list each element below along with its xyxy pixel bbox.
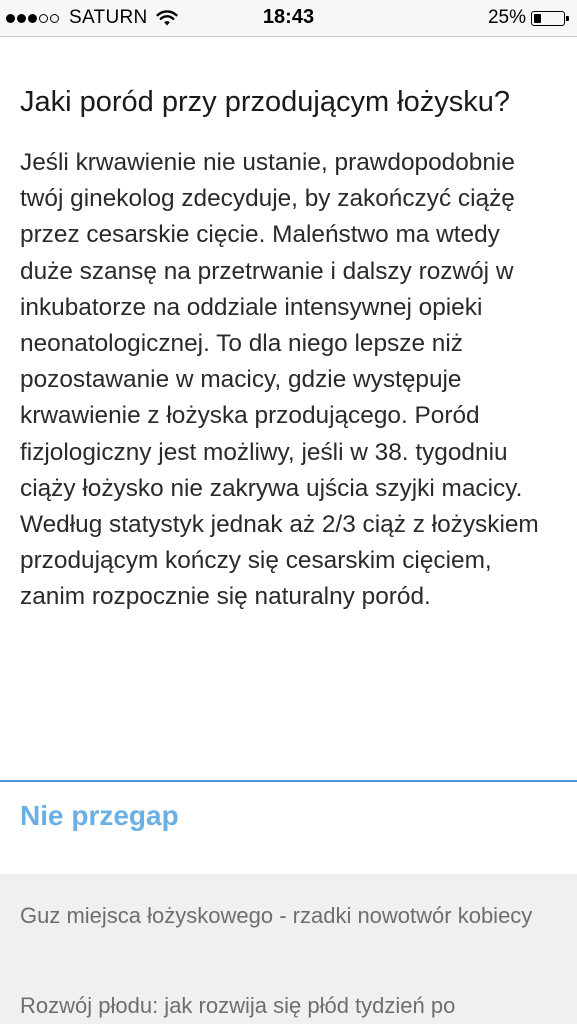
battery-nub (566, 16, 569, 21)
battery-percentage: 25% (487, 7, 526, 28)
article-body: Jeśli krwawienie nie ustanie, prawdopodobnie twój ginekolog zdecyduje, by zakończyć ciążę przez cesarskie cięcie. Maleństwo ma wtedy duże szansę na przetrwanie i dalszy rozwój w inkubatorze na oddziale intensywnej opieki neonatologicznej. To dla niego lepsze niż pozostawanie w macicy, gdzie występuje krwawienie z łożyska przodującego. Poród fizjologiczny jest możliwy, jeśli w 38. tygodniu ciąży łożysko nie zakrywa ujścia szyjki macicy. Według statystyk jednak aż 2/3 ciąż z łożyskiem przodującym kończy się cesarskim cięciem, zanim rozpocznie się naturalny poród. (20, 149, 539, 611)
carrier-name: SATURN (69, 7, 148, 28)
related-section-title: Nie przegap (20, 800, 179, 831)
article-heading: Jaki poród przy przodującym łożysku? (20, 86, 510, 118)
article (0, 37, 577, 616)
section-divider (0, 780, 577, 782)
related-article-link[interactable]: Rozwój płodu: jak rozwija się płód tydzień po (20, 993, 456, 1018)
status-right (488, 7, 565, 29)
status-bar (0, 0, 577, 36)
battery-level-fill (534, 14, 541, 23)
related-article-link[interactable]: Guz miejsca łożyskowego - rzadki nowotwór kobiecy (20, 903, 533, 928)
status-time: 18:43 (262, 6, 315, 28)
battery-icon (531, 11, 565, 26)
related-articles-panel (0, 874, 577, 1024)
